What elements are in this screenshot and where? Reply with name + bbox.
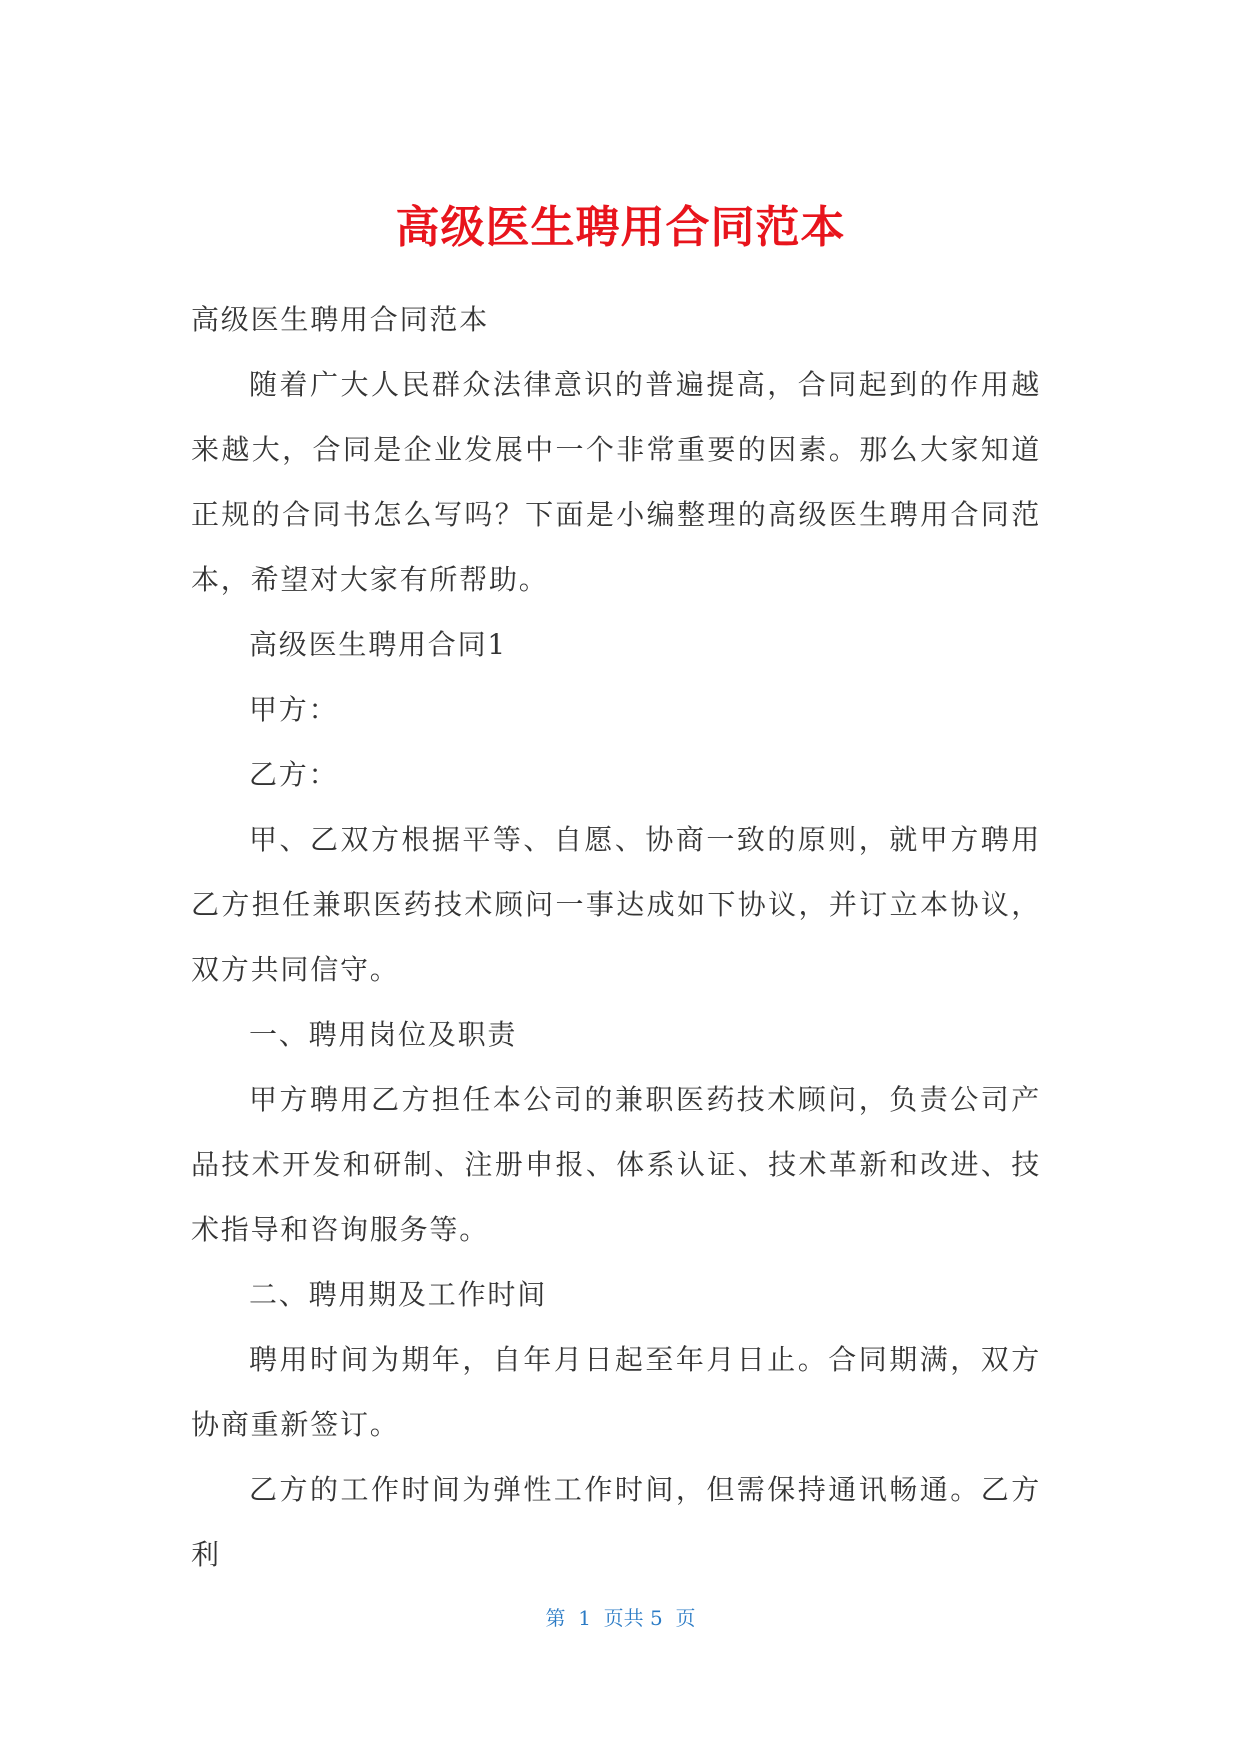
paragraph-agreement: 甲、乙双方根据平等、自愿、协商一致的原则，就甲方聘用乙方担任兼职医药技术顾问一事达成如下协议，并订立本协议，双方共同信守。 (191, 823, 1041, 986)
document-title: 高级医生聘用合同范本 (395, 202, 846, 253)
paragraph-duties: 甲方聘用乙方担任本公司的兼职医药技术顾问，负责公司产品技术开发和研制、注册申报、体系认证、技术革新和改进、技术指导和咨询服务等。 (191, 1083, 1041, 1246)
paragraph-party-b: 乙方： (249, 758, 339, 791)
document-body (191, 287, 1041, 1587)
paragraph-subtitle: 高级医生聘用合同范本 (191, 303, 490, 336)
paragraph-contract-heading: 高级医生聘用合同1 (249, 628, 508, 661)
paragraph-intro: 随着广大人民群众法律意识的普遍提高，合同起到的作用越来越大，合同是企业发展中一个非常重要的因素。那么大家知道正规的合同书怎么写吗？下面是小编整理的高级医生聘用合同范本，希望对大家有所帮助。 (191, 368, 1041, 596)
paragraph-term: 聘用时间为期年，自年月日起至年月日止。合同期满，双方协商重新签订。 (191, 1343, 1041, 1441)
paragraph-party-a: 甲方： (249, 693, 339, 726)
section-heading-position: 一、聘用岗位及职责 (249, 1018, 518, 1051)
page-number-footer: 第 1 页共 5 页 (545, 1606, 696, 1630)
section-heading-term: 二、聘用期及工作时间 (249, 1278, 548, 1311)
paragraph-work-hours: 乙方的工作时间为弹性工作时间，但需保持通讯畅通。乙方利 (191, 1473, 1041, 1571)
